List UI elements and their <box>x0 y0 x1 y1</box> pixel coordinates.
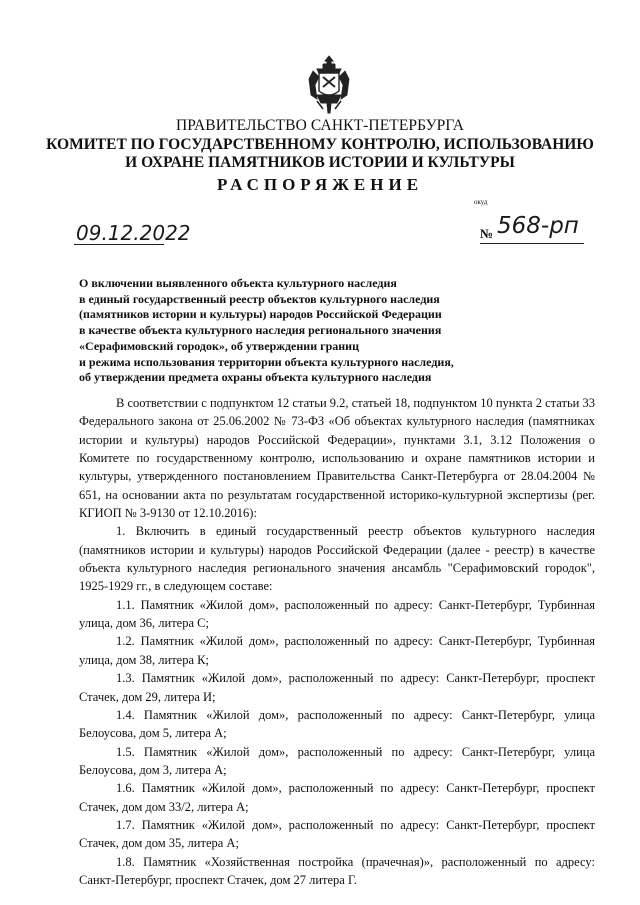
subject-line: в единый государственный реестр объектов культурного наследия <box>79 291 440 306</box>
document-subject <box>79 276 454 386</box>
document-type-title: РАСПОРЯЖЕНИЕ <box>216 175 424 194</box>
number-underline <box>480 243 584 244</box>
item-1-3: 1.3. Памятник «Жилой дом», расположенный по адресу: Санкт-Петербург, проспект Стачек, дом 29, литера И; <box>79 671 595 704</box>
coat-of-arms-emblem <box>303 55 355 115</box>
item-1-8: 1.8. Памятник «Хозяйственная постройка (прачечная)», расположенный по адресу: Санкт-Петербург, проспект Стачек, дом 27 литера Г. <box>79 854 595 887</box>
subject-line: (памятников истории и культуры) народов Российской Федерации <box>79 307 442 322</box>
document-body <box>79 394 595 889</box>
date-underline <box>74 244 164 245</box>
committee-heading-line2: И ОХРАНЕ ПАМЯТНИКОВ ИСТОРИИ И КУЛЬТУРЫ <box>125 153 515 171</box>
item-1-2: 1.2. Памятник «Жилой дом», расположенный по адресу: Санкт-Петербург, Турбинная улица, дом 38, литера К; <box>79 634 595 667</box>
item-1-5: 1.5. Памятник «Жилой дом», расположенный по адресу: Санкт-Петербург, улица Белоусова, дом 3, литера А; <box>79 744 595 777</box>
subject-line: О включении выявленного объекта культурного наследия <box>79 276 397 290</box>
item-1: 1. Включить в единый государственный реестр объектов культурного наследия (памятников истории и культуры) народов Российской Федерации (далее - реестр) в качестве объекта культурного наследия регионального значения ансамбль "Серафимовский городок", 1925-1929 гг., в следующем составе: <box>79 524 595 594</box>
document-date: 09.12.2022 <box>76 221 191 245</box>
subject-line: об утверждении предмета охраны объекта культурного наследия <box>79 370 432 385</box>
item-1-4: 1.4. Памятник «Жилой дом», расположенный по адресу: Санкт-Петербург, улица Белоусова, дом 5, литера А; <box>79 707 595 741</box>
subject-line: в качестве объекта культурного наследия регионального значения <box>79 323 442 338</box>
number-sign: № <box>480 226 494 241</box>
document-number: 568-рп <box>497 213 579 239</box>
government-heading: ПРАВИТЕЛЬСТВО САНКТ-ПЕТЕРБУРГА <box>175 117 465 134</box>
committee-heading-line1: КОМИТЕТ ПО ГОСУДАРСТВЕННОМУ КОНТРОЛЮ, ИСПОЛЬЗОВАНИЮ <box>46 136 594 153</box>
item-1-7: 1.7. Памятник «Жилой дом», расположенный по адресу: Санкт-Петербург, проспект Стачек, дом дом 35, литера А; <box>79 817 595 851</box>
preamble-paragraph: В соответствии с подпунктом 12 статьи 9.2, статьей 18, подпунктом 10 пункта 2 статьи 33 Федерального закона от 25.06.2002 № 73-ФЗ «Об объектах культурного наследия (памятниках истории и культуры) народов Российской Федерации», пунктами 3.1, 3.12 Положения о Комитете по государственному контролю, использованию и охране памятников истории и культуры, утвержденного постановлением Правительства Санкт-Петербурга от 28.04.2004 № 651, на основании акта по результатам государственной историко-культурной экспертизы (рег. КГИОП № 3-9130 от 12.10.2016): <box>79 396 595 521</box>
subject-line: «Серафимовский городок», об утверждении границ <box>79 338 359 353</box>
item-1-1: 1.1. Памятник «Жилой дом», расположенный по адресу: Санкт-Петербург, Турбинная улица, дом 36, литера С; <box>79 597 595 631</box>
subject-line: и режима использования территории объекта культурного наследия, <box>79 354 454 369</box>
item-1-6: 1.6. Памятник «Жилой дом», расположенный по адресу: Санкт-Петербург, проспект Стачек, дом дом 33/2, литера А; <box>79 781 595 814</box>
committee-heading <box>0 136 640 171</box>
okud-label: окуд <box>474 198 488 206</box>
